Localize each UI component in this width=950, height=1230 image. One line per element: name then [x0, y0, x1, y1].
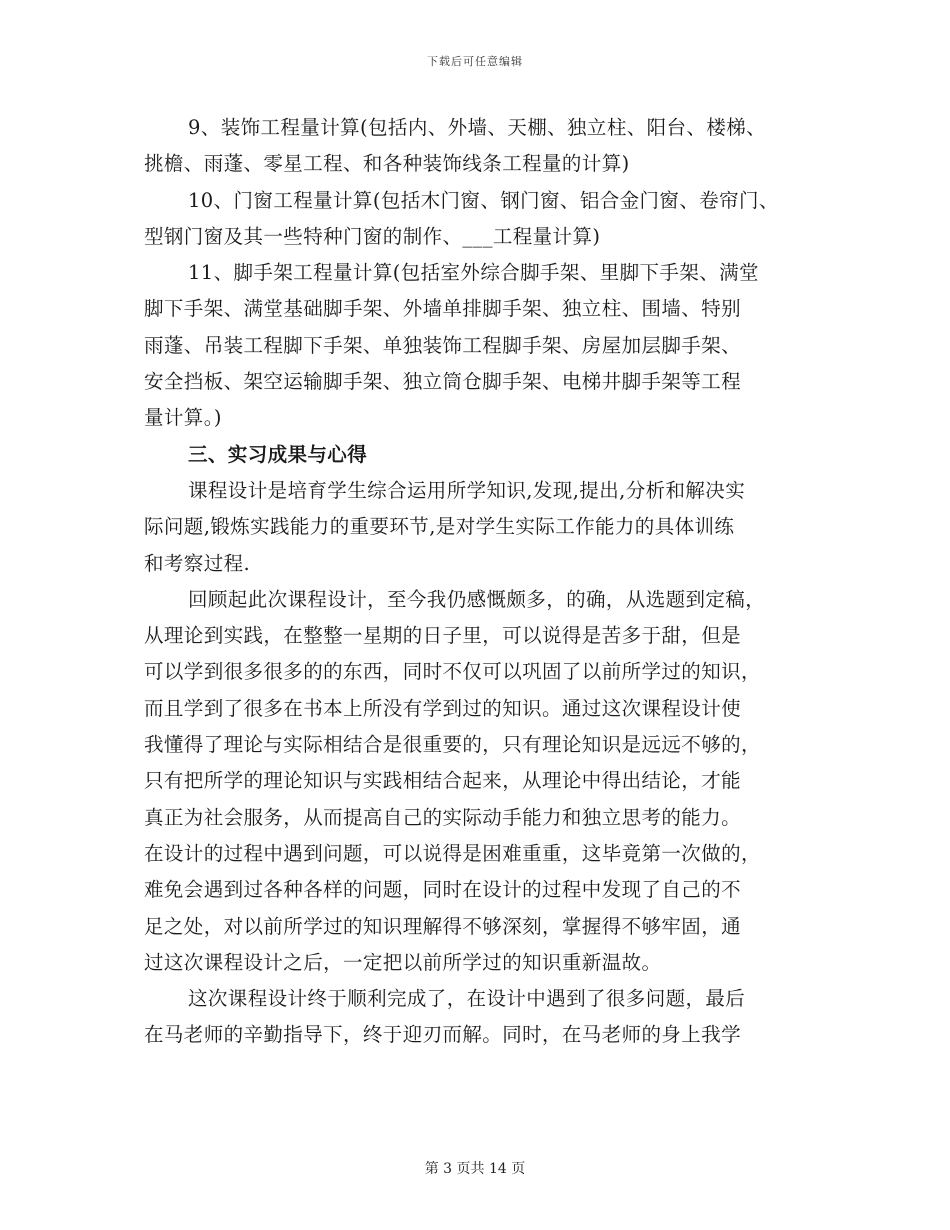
paragraph-line: 这次课程设计终于顺利完成了，在设计中遇到了很多问题，最后 — [188, 987, 746, 1011]
section-heading: 三、实习成果与心得 — [188, 442, 368, 466]
paragraph-line: 际问题,锻炼实践能力的重要环节,是对学生实际工作能力的具体训练 — [144, 515, 735, 539]
paragraph-line: 而且学到了很多在书本上所没有学到过的知识。通过这次课程设计使 — [144, 696, 742, 720]
paragraph-line: 只有把所学的理论知识与实践相结合起来，从理论中得出结论，才能 — [144, 769, 742, 793]
paragraph-line: 课程设计是培育学生综合运用所学知识,发现,提出,分析和解决实 — [188, 478, 746, 502]
paragraph-line: 从理论到实践，在整整一星期的日子里，可以说得是苦多于甜，但是 — [144, 624, 742, 648]
paragraph-line: 10、门窗工程量计算(包括木门窗、钢门窗、铝合金门窗、卷帘门、 — [188, 188, 779, 212]
page-footer: 第 3 页共 14 页 — [424, 1161, 526, 1177]
paragraph-line: 足之处，对以前所学过的知识理解得不够深刻，掌握得不够牢固，通 — [144, 914, 742, 938]
paragraph-line: 量计算。) — [144, 406, 222, 430]
paragraph-line: 难免会遇到过各种各样的问题，同时在设计的过程中发现了自己的不 — [144, 878, 742, 902]
paragraph-line: 在马老师的辛勤指导下，终于迎刃而解。同时，在马老师的身上我学 — [144, 1023, 742, 1047]
paragraph-line: 和考察过程. — [144, 551, 251, 575]
document-body — [144, 110, 816, 1054]
paragraph-line: 型钢门窗及其一些特种门窗的制作、___工程量计算) — [144, 224, 601, 248]
paragraph-line: 雨蓬、吊装工程脚下手架、单独装饰工程脚手架、房屋加层脚手架、 — [144, 333, 742, 357]
paragraph-line: 脚下手架、满堂基础脚手架、外墙单排脚手架、独立柱、围墙、特别 — [144, 297, 742, 321]
paragraph-line: 过这次课程设计之后，一定把以前所学过的知识重新温故。 — [144, 950, 662, 974]
paragraph-line: 在设计的过程中遇到问题，可以说得是困难重重，这毕竟第一次做的， — [144, 841, 761, 865]
paragraph-line: 安全挡板、架空运输脚手架、独立筒仓脚手架、电梯井脚手架等工程 — [144, 370, 742, 394]
paragraph-line: 我懂得了理论与实际相结合是很重要的，只有理论知识是远远不够的， — [144, 733, 761, 757]
paragraph-line: 9、装饰工程量计算(包括内、外墙、天棚、独立柱、阳台、楼梯、 — [188, 116, 767, 139]
page-header: 下载后可任意编辑 — [427, 55, 523, 68]
paragraph-line: 回顾起此次课程设计，至今我仍感慨颇多，的确，从选题到定稿， — [188, 587, 766, 611]
paragraph-line: 可以学到很多很多的的东西，同时不仅可以巩固了以前所学过的知识， — [144, 660, 761, 684]
paragraph-line: 挑檐、雨蓬、零星工程、和各种装饰线条工程量的计算) — [144, 152, 630, 176]
paragraph-line: 真正为社会服务，从而提高自己的实际动手能力和独立思考的能力。 — [144, 805, 742, 829]
paragraph-line: 11、脚手架工程量计算(包括室外综合脚手架、里脚下手架、满堂 — [188, 261, 759, 285]
